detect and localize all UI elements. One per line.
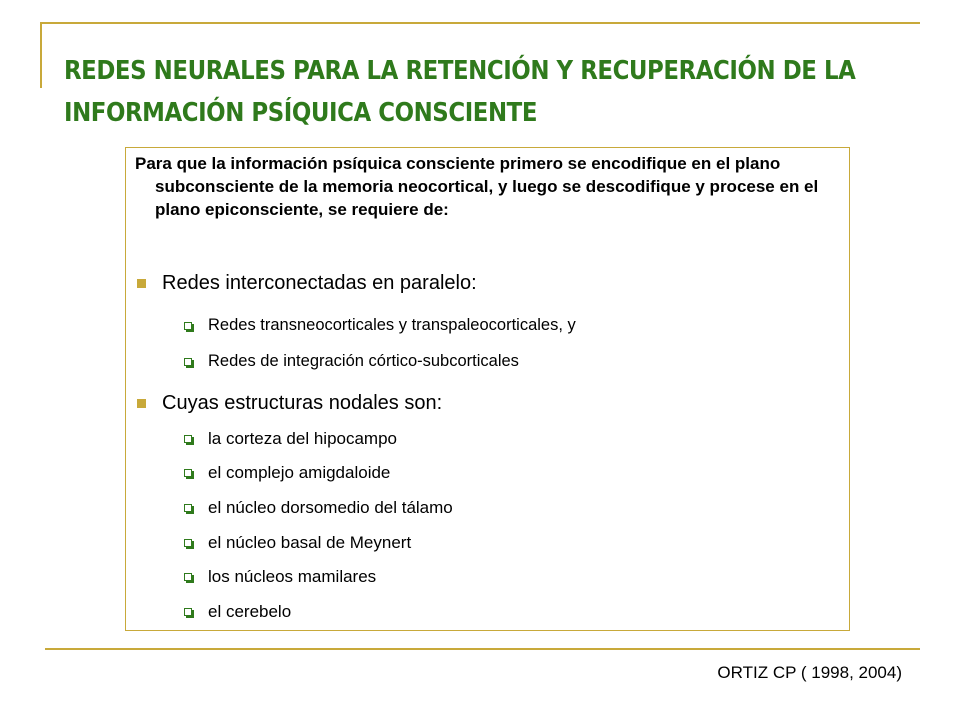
slide-title xyxy=(64,50,856,134)
hollow-square-bullet-icon xyxy=(184,469,192,477)
hollow-square-bullet-icon xyxy=(184,608,192,616)
hollow-square-bullet-icon xyxy=(184,322,192,330)
item-text: el núcleo dorsomedio del tálamo xyxy=(208,498,453,517)
hollow-square-bullet-icon xyxy=(184,539,192,547)
left-rule xyxy=(40,22,42,88)
top-rule xyxy=(40,22,920,24)
intro-text: Para que la información psíquica consciente primero se encodifique en el plano subconsciente de la memoria neocortical, y luego se descodifique y procese en el plano epiconsciente, se requiere de: xyxy=(135,154,819,219)
list-item-level2 xyxy=(184,352,519,371)
square-bullet-icon xyxy=(137,279,146,288)
item-text: Redes transneocorticales y transpaleocorticales, y xyxy=(208,316,576,334)
title-line-2: INFORMACIÓN PSÍQUICA CONSCIENTE xyxy=(64,98,538,128)
list-item-level2 xyxy=(184,463,390,483)
item-text: Redes de integración córtico-subcorticales xyxy=(208,352,519,370)
section-label: Redes interconectadas en paralelo: xyxy=(162,272,477,294)
square-bullet-icon xyxy=(137,399,146,408)
item-text: la corteza del hipocampo xyxy=(208,429,398,448)
hollow-square-bullet-icon xyxy=(184,573,192,581)
item-text: los núcleos mamilares xyxy=(208,567,377,586)
list-item-level2 xyxy=(184,533,411,553)
citation: ORTIZ CP ( 1998, 2004) xyxy=(717,663,902,682)
bottom-rule xyxy=(45,648,920,650)
section-label: Cuyas estructuras nodales son: xyxy=(162,392,443,414)
hollow-square-bullet-icon xyxy=(184,435,192,443)
item-text: el cerebelo xyxy=(208,602,292,621)
list-item-level1 xyxy=(137,272,477,295)
item-text: el complejo amigdaloide xyxy=(208,463,391,482)
hollow-square-bullet-icon xyxy=(184,358,192,366)
list-item-level2 xyxy=(184,316,576,335)
list-item-level1 xyxy=(137,392,442,415)
list-item-level2 xyxy=(184,429,397,449)
title-line-1: REDES NEURALES PARA LA RETENCIÓN Y RECUPERACIÓN DE LA xyxy=(64,56,856,86)
list-item-level2 xyxy=(184,567,376,587)
list-item-level2 xyxy=(184,602,291,622)
hollow-square-bullet-icon xyxy=(184,504,192,512)
list-item-level2 xyxy=(184,498,453,518)
item-text: el núcleo basal de Meynert xyxy=(208,533,412,552)
